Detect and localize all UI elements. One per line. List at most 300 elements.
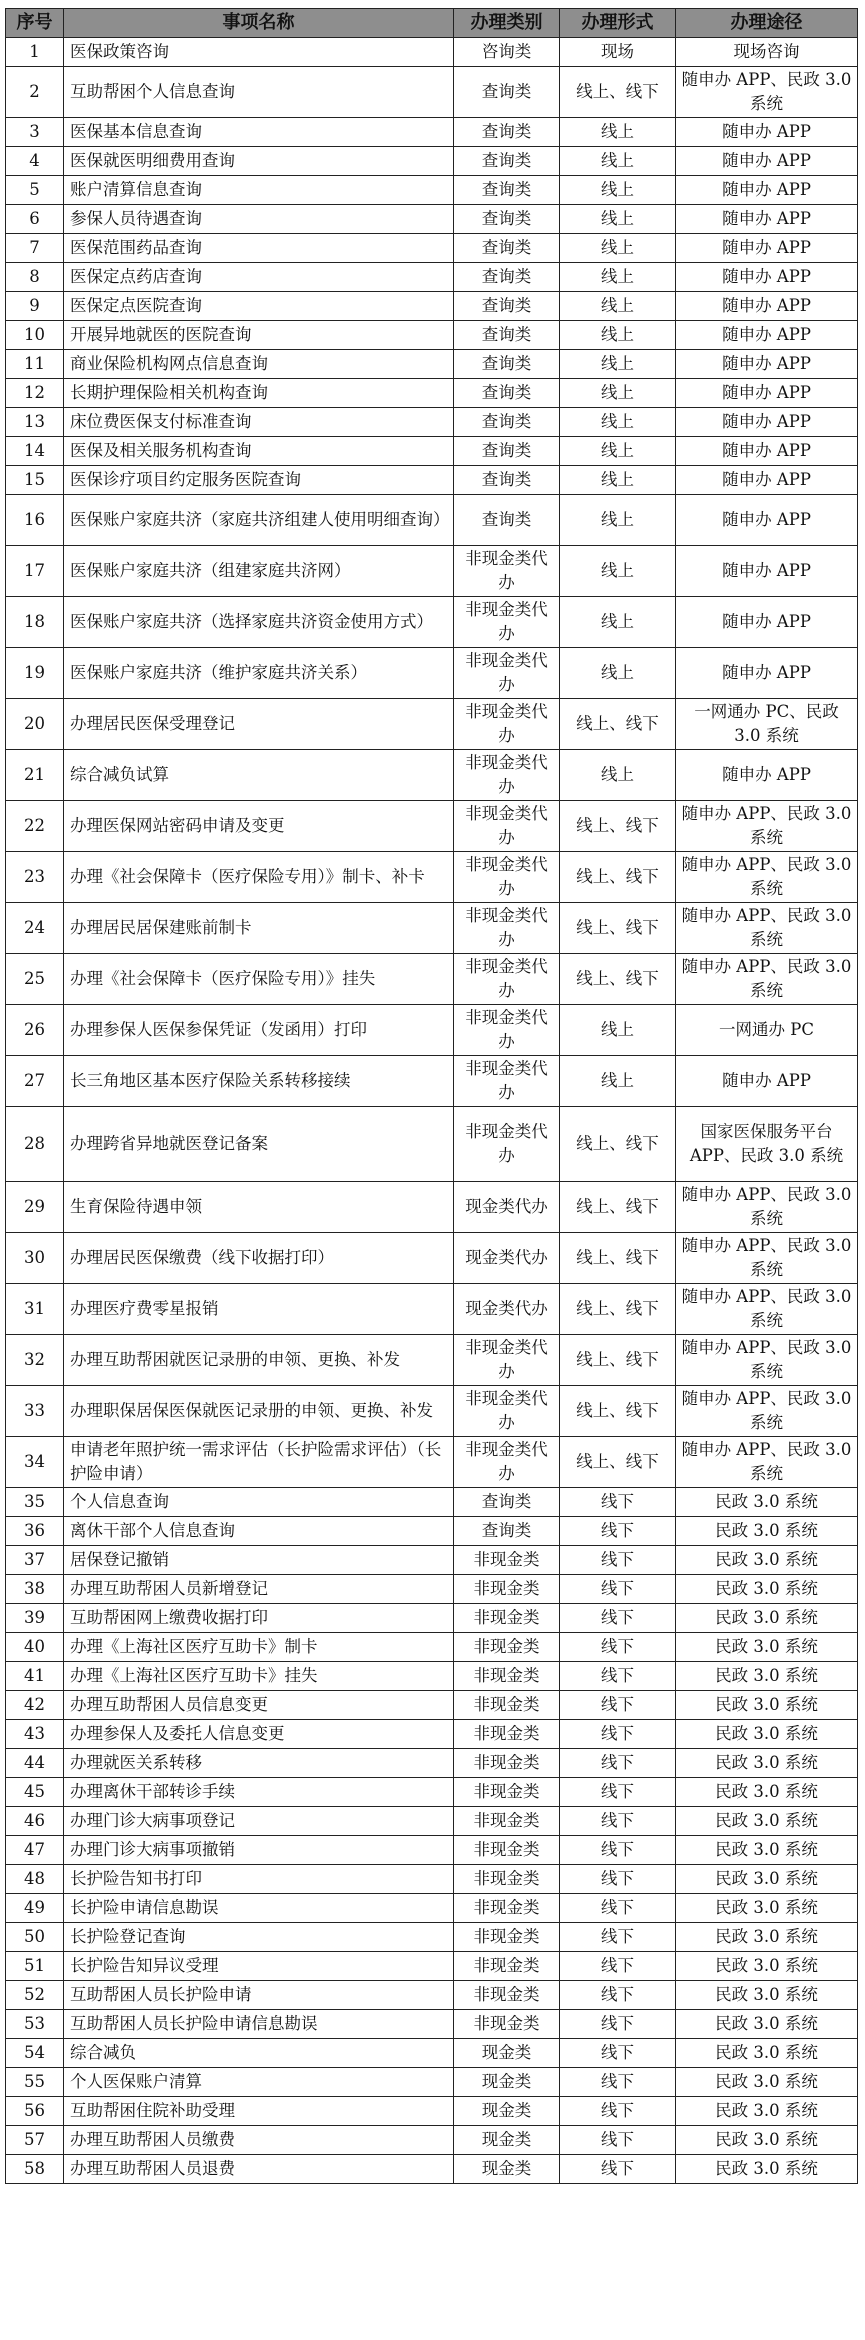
form-cell: 线上、线下: [560, 1437, 676, 1488]
channel-cell: 民政 3.0 系统: [676, 1952, 858, 1981]
item-name-cell: 医保账户家庭共济（维护家庭共济关系）: [64, 648, 454, 699]
table-row: [6, 2039, 858, 2068]
category-cell: 查询类: [454, 118, 560, 147]
row-number-cell: 16: [6, 495, 64, 546]
channel-cell: 民政 3.0 系统: [676, 1778, 858, 1807]
table-row: [6, 205, 858, 234]
channel-cell: 民政 3.0 系统: [676, 1691, 858, 1720]
row-number-cell: 40: [6, 1633, 64, 1662]
row-number-cell: 23: [6, 852, 64, 903]
item-name-cell: 办理医疗费零星报销: [64, 1284, 454, 1335]
item-name-cell: 医保范围药品查询: [64, 234, 454, 263]
table-row: [6, 176, 858, 205]
table-row: [6, 699, 858, 750]
channel-cell: 随申办 APP、民政 3.0 系统: [676, 1182, 858, 1233]
channel-cell: 民政 3.0 系统: [676, 1633, 858, 1662]
table-row: [6, 1575, 858, 1604]
row-number-cell: 37: [6, 1546, 64, 1575]
table-row: [6, 2097, 858, 2126]
category-cell: 查询类: [454, 379, 560, 408]
category-cell: 非现金类: [454, 1575, 560, 1604]
form-cell: 线下: [560, 1836, 676, 1865]
item-name-cell: 办理《上海社区医疗互助卡》制卡: [64, 1633, 454, 1662]
form-cell: 线下: [560, 1807, 676, 1836]
table-row: [6, 408, 858, 437]
form-cell: 线上: [560, 1056, 676, 1107]
category-cell: 非现金类代办: [454, 852, 560, 903]
table-row: [6, 1005, 858, 1056]
row-number-cell: 53: [6, 2010, 64, 2039]
category-cell: 查询类: [454, 437, 560, 466]
item-name-cell: 居保登记撤销: [64, 1546, 454, 1575]
category-cell: 现金类代办: [454, 1182, 560, 1233]
category-cell: 查询类: [454, 67, 560, 118]
category-cell: 查询类: [454, 1488, 560, 1517]
row-number-cell: 43: [6, 1720, 64, 1749]
form-cell: 线下: [560, 2068, 676, 2097]
table-row: [6, 1488, 858, 1517]
item-name-cell: 办理居民居保建账前制卡: [64, 903, 454, 954]
form-cell: 线下: [560, 1546, 676, 1575]
row-number-cell: 5: [6, 176, 64, 205]
form-cell: 线下: [560, 1633, 676, 1662]
item-name-cell: 医保定点药店查询: [64, 263, 454, 292]
row-number-cell: 46: [6, 1807, 64, 1836]
table-row: [6, 466, 858, 495]
category-cell: 咨询类: [454, 38, 560, 67]
item-name-cell: 办理参保人及委托人信息变更: [64, 1720, 454, 1749]
table-row: [6, 437, 858, 466]
category-cell: 非现金类: [454, 1633, 560, 1662]
category-cell: 查询类: [454, 234, 560, 263]
category-cell: 现金类: [454, 2097, 560, 2126]
row-number-cell: 1: [6, 38, 64, 67]
channel-cell: 民政 3.0 系统: [676, 1662, 858, 1691]
form-cell: 线上: [560, 597, 676, 648]
row-number-cell: 54: [6, 2039, 64, 2068]
header-no: 序号: [6, 9, 64, 38]
channel-cell: 随申办 APP、民政 3.0 系统: [676, 67, 858, 118]
row-number-cell: 8: [6, 263, 64, 292]
channel-cell: 民政 3.0 系统: [676, 1575, 858, 1604]
item-name-cell: 生育保险待遇申领: [64, 1182, 454, 1233]
table-row: [6, 292, 858, 321]
channel-cell: 随申办 APP: [676, 648, 858, 699]
channel-cell: 民政 3.0 系统: [676, 1604, 858, 1633]
table-row: [6, 67, 858, 118]
header-form: 办理形式: [560, 9, 676, 38]
channel-cell: 民政 3.0 系统: [676, 1836, 858, 1865]
category-cell: 查询类: [454, 263, 560, 292]
row-number-cell: 2: [6, 67, 64, 118]
channel-cell: 随申办 APP: [676, 466, 858, 495]
category-cell: 非现金类: [454, 1894, 560, 1923]
form-cell: 线下: [560, 2126, 676, 2155]
category-cell: 查询类: [454, 205, 560, 234]
table-row: [6, 1056, 858, 1107]
item-name-cell: 互助帮困住院补助受理: [64, 2097, 454, 2126]
category-cell: 非现金类: [454, 1720, 560, 1749]
table-row: [6, 1720, 858, 1749]
form-cell: 线上、线下: [560, 1386, 676, 1437]
item-name-cell: 办理互助帮困人员退费: [64, 2155, 454, 2184]
channel-cell: 民政 3.0 系统: [676, 2010, 858, 2039]
channel-cell: 民政 3.0 系统: [676, 1720, 858, 1749]
table-row: [6, 546, 858, 597]
row-number-cell: 14: [6, 437, 64, 466]
category-cell: 非现金类代办: [454, 1386, 560, 1437]
row-number-cell: 31: [6, 1284, 64, 1335]
row-number-cell: 28: [6, 1107, 64, 1182]
channel-cell: 随申办 APP、民政 3.0 系统: [676, 1386, 858, 1437]
form-cell: 线下: [560, 1923, 676, 1952]
row-number-cell: 12: [6, 379, 64, 408]
table-row: [6, 1952, 858, 1981]
table-row: [6, 2068, 858, 2097]
item-name-cell: 互助帮困人员长护险申请信息勘误: [64, 2010, 454, 2039]
channel-cell: 民政 3.0 系统: [676, 2097, 858, 2126]
row-number-cell: 13: [6, 408, 64, 437]
item-name-cell: 医保账户家庭共济（选择家庭共济资金使用方式）: [64, 597, 454, 648]
table-row: [6, 750, 858, 801]
form-cell: 线上、线下: [560, 954, 676, 1005]
channel-cell: 随申办 APP: [676, 495, 858, 546]
table-row: [6, 1284, 858, 1335]
form-cell: 现场: [560, 38, 676, 67]
item-name-cell: 长三角地区基本医疗保险关系转移接续: [64, 1056, 454, 1107]
table-row: [6, 1107, 858, 1182]
form-cell: 线上、线下: [560, 67, 676, 118]
row-number-cell: 11: [6, 350, 64, 379]
category-cell: 非现金类: [454, 1836, 560, 1865]
row-number-cell: 32: [6, 1335, 64, 1386]
row-number-cell: 9: [6, 292, 64, 321]
row-number-cell: 21: [6, 750, 64, 801]
category-cell: 非现金类: [454, 1691, 560, 1720]
category-cell: 非现金类: [454, 1604, 560, 1633]
item-name-cell: 互助帮困人员长护险申请: [64, 1981, 454, 2010]
category-cell: 非现金类代办: [454, 903, 560, 954]
form-cell: 线上、线下: [560, 852, 676, 903]
channel-cell: 民政 3.0 系统: [676, 1923, 858, 1952]
category-cell: 非现金类: [454, 1778, 560, 1807]
table-row: [6, 2155, 858, 2184]
channel-cell: 随申办 APP、民政 3.0 系统: [676, 954, 858, 1005]
row-number-cell: 42: [6, 1691, 64, 1720]
row-number-cell: 33: [6, 1386, 64, 1437]
category-cell: 非现金类: [454, 1749, 560, 1778]
channel-cell: 随申办 APP: [676, 205, 858, 234]
table-row: [6, 648, 858, 699]
channel-cell: 随申办 APP: [676, 379, 858, 408]
form-cell: 线下: [560, 1488, 676, 1517]
table-row: [6, 1894, 858, 1923]
item-name-cell: 参保人员待遇查询: [64, 205, 454, 234]
form-cell: 线下: [560, 2010, 676, 2039]
form-cell: 线上、线下: [560, 699, 676, 750]
category-cell: 非现金类: [454, 1923, 560, 1952]
table-row: [6, 118, 858, 147]
table-body: [6, 38, 858, 2184]
channel-cell: 民政 3.0 系统: [676, 1894, 858, 1923]
category-cell: 查询类: [454, 408, 560, 437]
table-row: [6, 903, 858, 954]
form-cell: 线下: [560, 1720, 676, 1749]
category-cell: 非现金类代办: [454, 597, 560, 648]
row-number-cell: 50: [6, 1923, 64, 1952]
item-name-cell: 办理离休干部转诊手续: [64, 1778, 454, 1807]
item-name-cell: 个人信息查询: [64, 1488, 454, 1517]
form-cell: 线上: [560, 437, 676, 466]
table-row: [6, 1335, 858, 1386]
channel-cell: 随申办 APP: [676, 176, 858, 205]
table-row: [6, 2126, 858, 2155]
service-items-table: [5, 8, 858, 2184]
form-cell: 线下: [560, 1778, 676, 1807]
category-cell: 非现金类: [454, 1662, 560, 1691]
form-cell: 线下: [560, 2039, 676, 2068]
channel-cell: 民政 3.0 系统: [676, 1865, 858, 1894]
channel-cell: 国家医保服务平台 APP、民政 3.0 系统: [676, 1107, 858, 1182]
category-cell: 查询类: [454, 321, 560, 350]
row-number-cell: 22: [6, 801, 64, 852]
category-cell: 现金类: [454, 2068, 560, 2097]
category-cell: 非现金类代办: [454, 648, 560, 699]
item-name-cell: 办理跨省异地就医登记备案: [64, 1107, 454, 1182]
channel-cell: 民政 3.0 系统: [676, 1546, 858, 1575]
table-row: [6, 379, 858, 408]
category-cell: 非现金类: [454, 1807, 560, 1836]
channel-cell: 民政 3.0 系统: [676, 1981, 858, 2010]
row-number-cell: 20: [6, 699, 64, 750]
form-cell: 线下: [560, 1894, 676, 1923]
item-name-cell: 长护险告知异议受理: [64, 1952, 454, 1981]
category-cell: 非现金类代办: [454, 1005, 560, 1056]
row-number-cell: 6: [6, 205, 64, 234]
table-row: [6, 1604, 858, 1633]
table-row: [6, 801, 858, 852]
channel-cell: 随申办 APP、民政 3.0 系统: [676, 801, 858, 852]
item-name-cell: 商业保险机构网点信息查询: [64, 350, 454, 379]
row-number-cell: 52: [6, 1981, 64, 2010]
item-name-cell: 账户清算信息查询: [64, 176, 454, 205]
header-channel: 办理途径: [676, 9, 858, 38]
item-name-cell: 个人医保账户清算: [64, 2068, 454, 2097]
form-cell: 线上: [560, 546, 676, 597]
table-row: [6, 852, 858, 903]
row-number-cell: 51: [6, 1952, 64, 1981]
item-name-cell: 办理《上海社区医疗互助卡》挂失: [64, 1662, 454, 1691]
row-number-cell: 47: [6, 1836, 64, 1865]
channel-cell: 民政 3.0 系统: [676, 2155, 858, 2184]
row-number-cell: 48: [6, 1865, 64, 1894]
form-cell: 线上: [560, 205, 676, 234]
form-cell: 线上: [560, 466, 676, 495]
channel-cell: 民政 3.0 系统: [676, 1807, 858, 1836]
row-number-cell: 27: [6, 1056, 64, 1107]
channel-cell: 随申办 APP: [676, 321, 858, 350]
form-cell: 线上、线下: [560, 1335, 676, 1386]
row-number-cell: 30: [6, 1233, 64, 1284]
item-name-cell: 离休干部个人信息查询: [64, 1517, 454, 1546]
table-row: [6, 1182, 858, 1233]
row-number-cell: 45: [6, 1778, 64, 1807]
table-row: [6, 321, 858, 350]
row-number-cell: 55: [6, 2068, 64, 2097]
category-cell: 非现金类代办: [454, 1335, 560, 1386]
channel-cell: 随申办 APP、民政 3.0 系统: [676, 1233, 858, 1284]
row-number-cell: 18: [6, 597, 64, 648]
category-cell: 查询类: [454, 147, 560, 176]
table-row: [6, 954, 858, 1005]
table-row: [6, 1923, 858, 1952]
row-number-cell: 56: [6, 2097, 64, 2126]
item-name-cell: 办理门诊大病事项撤销: [64, 1836, 454, 1865]
item-name-cell: 申请老年照护统一需求评估（长护险需求评估）（长护险申请）: [64, 1437, 454, 1488]
channel-cell: 一网通办 PC、民政 3.0 系统: [676, 699, 858, 750]
item-name-cell: 综合减负: [64, 2039, 454, 2068]
table-row: [6, 597, 858, 648]
form-cell: 线上、线下: [560, 801, 676, 852]
category-cell: 现金类: [454, 2039, 560, 2068]
channel-cell: 随申办 APP: [676, 350, 858, 379]
row-number-cell: 29: [6, 1182, 64, 1233]
category-cell: 非现金类代办: [454, 699, 560, 750]
form-cell: 线上: [560, 350, 676, 379]
channel-cell: 民政 3.0 系统: [676, 2039, 858, 2068]
table-row: [6, 1517, 858, 1546]
table-row: [6, 1386, 858, 1437]
table-row: [6, 38, 858, 67]
category-cell: 非现金类: [454, 1952, 560, 1981]
category-cell: 非现金类: [454, 2010, 560, 2039]
table-row: [6, 1437, 858, 1488]
row-number-cell: 3: [6, 118, 64, 147]
form-cell: 线上: [560, 292, 676, 321]
item-name-cell: 办理互助帮困人员新增登记: [64, 1575, 454, 1604]
form-cell: 线上、线下: [560, 1182, 676, 1233]
channel-cell: 随申办 APP: [676, 750, 858, 801]
form-cell: 线上: [560, 234, 676, 263]
item-name-cell: 办理门诊大病事项登记: [64, 1807, 454, 1836]
channel-cell: 随申办 APP、民政 3.0 系统: [676, 852, 858, 903]
table-row: [6, 147, 858, 176]
category-cell: 非现金类: [454, 1981, 560, 2010]
table-row: [6, 1633, 858, 1662]
row-number-cell: 49: [6, 1894, 64, 1923]
table-row: [6, 350, 858, 379]
row-number-cell: 19: [6, 648, 64, 699]
row-number-cell: 26: [6, 1005, 64, 1056]
channel-cell: 随申办 APP: [676, 147, 858, 176]
form-cell: 线下: [560, 1662, 676, 1691]
table-row: [6, 1778, 858, 1807]
table-row: [6, 1662, 858, 1691]
row-number-cell: 44: [6, 1749, 64, 1778]
table-row: [6, 234, 858, 263]
item-name-cell: 办理互助帮困就医记录册的申领、更换、补发: [64, 1335, 454, 1386]
table-row: [6, 1546, 858, 1575]
table-header-row: [6, 9, 858, 38]
row-number-cell: 34: [6, 1437, 64, 1488]
item-name-cell: 办理参保人医保参保凭证（发函用）打印: [64, 1005, 454, 1056]
item-name-cell: 医保账户家庭共济（组建家庭共济网）: [64, 546, 454, 597]
channel-cell: 随申办 APP: [676, 546, 858, 597]
item-name-cell: 长期护理保险相关机构查询: [64, 379, 454, 408]
form-cell: 线上: [560, 408, 676, 437]
item-name-cell: 医保诊疗项目约定服务医院查询: [64, 466, 454, 495]
item-name-cell: 医保账户家庭共济（家庭共济组建人使用明细查询）: [64, 495, 454, 546]
form-cell: 线下: [560, 1865, 676, 1894]
item-name-cell: 办理互助帮困人员信息变更: [64, 1691, 454, 1720]
form-cell: 线上、线下: [560, 1233, 676, 1284]
item-name-cell: 互助帮困网上缴费收据打印: [64, 1604, 454, 1633]
channel-cell: 随申办 APP、民政 3.0 系统: [676, 1437, 858, 1488]
item-name-cell: 互助帮困个人信息查询: [64, 67, 454, 118]
channel-cell: 随申办 APP: [676, 234, 858, 263]
item-name-cell: 办理居民医保缴费（线下收据打印）: [64, 1233, 454, 1284]
form-cell: 线上: [560, 379, 676, 408]
form-cell: 线上、线下: [560, 1284, 676, 1335]
form-cell: 线下: [560, 2097, 676, 2126]
form-cell: 线上: [560, 321, 676, 350]
service-items-table-container: [5, 8, 857, 2184]
item-name-cell: 办理居民医保受理登记: [64, 699, 454, 750]
category-cell: 非现金类: [454, 1865, 560, 1894]
form-cell: 线上: [560, 750, 676, 801]
table-row: [6, 1691, 858, 1720]
channel-cell: 民政 3.0 系统: [676, 2126, 858, 2155]
header-item-name: 事项名称: [64, 9, 454, 38]
item-name-cell: 办理《社会保障卡（医疗保险专用）》制卡、补卡: [64, 852, 454, 903]
channel-cell: 一网通办 PC: [676, 1005, 858, 1056]
header-category: 办理类别: [454, 9, 560, 38]
item-name-cell: 医保就医明细费用查询: [64, 147, 454, 176]
category-cell: 非现金类代办: [454, 1437, 560, 1488]
form-cell: 线上、线下: [560, 903, 676, 954]
item-name-cell: 综合减负试算: [64, 750, 454, 801]
form-cell: 线下: [560, 1575, 676, 1604]
category-cell: 现金类: [454, 2126, 560, 2155]
channel-cell: 随申办 APP: [676, 1056, 858, 1107]
form-cell: 线上: [560, 147, 676, 176]
form-cell: 线下: [560, 1981, 676, 2010]
category-cell: 非现金类: [454, 1546, 560, 1575]
form-cell: 线下: [560, 1749, 676, 1778]
channel-cell: 随申办 APP: [676, 437, 858, 466]
item-name-cell: 医保及相关服务机构查询: [64, 437, 454, 466]
item-name-cell: 办理互助帮困人员缴费: [64, 2126, 454, 2155]
table-row: [6, 1865, 858, 1894]
form-cell: 线上: [560, 118, 676, 147]
row-number-cell: 24: [6, 903, 64, 954]
table-row: [6, 495, 858, 546]
form-cell: 线下: [560, 1604, 676, 1633]
category-cell: 非现金类代办: [454, 1056, 560, 1107]
row-number-cell: 38: [6, 1575, 64, 1604]
row-number-cell: 36: [6, 1517, 64, 1546]
channel-cell: 随申办 APP: [676, 263, 858, 292]
row-number-cell: 10: [6, 321, 64, 350]
category-cell: 查询类: [454, 176, 560, 205]
row-number-cell: 17: [6, 546, 64, 597]
item-name-cell: 开展异地就医的医院查询: [64, 321, 454, 350]
channel-cell: 随申办 APP、民政 3.0 系统: [676, 1335, 858, 1386]
item-name-cell: 长护险申请信息勘误: [64, 1894, 454, 1923]
channel-cell: 随申办 APP: [676, 118, 858, 147]
channel-cell: 随申办 APP: [676, 408, 858, 437]
item-name-cell: 办理就医关系转移: [64, 1749, 454, 1778]
